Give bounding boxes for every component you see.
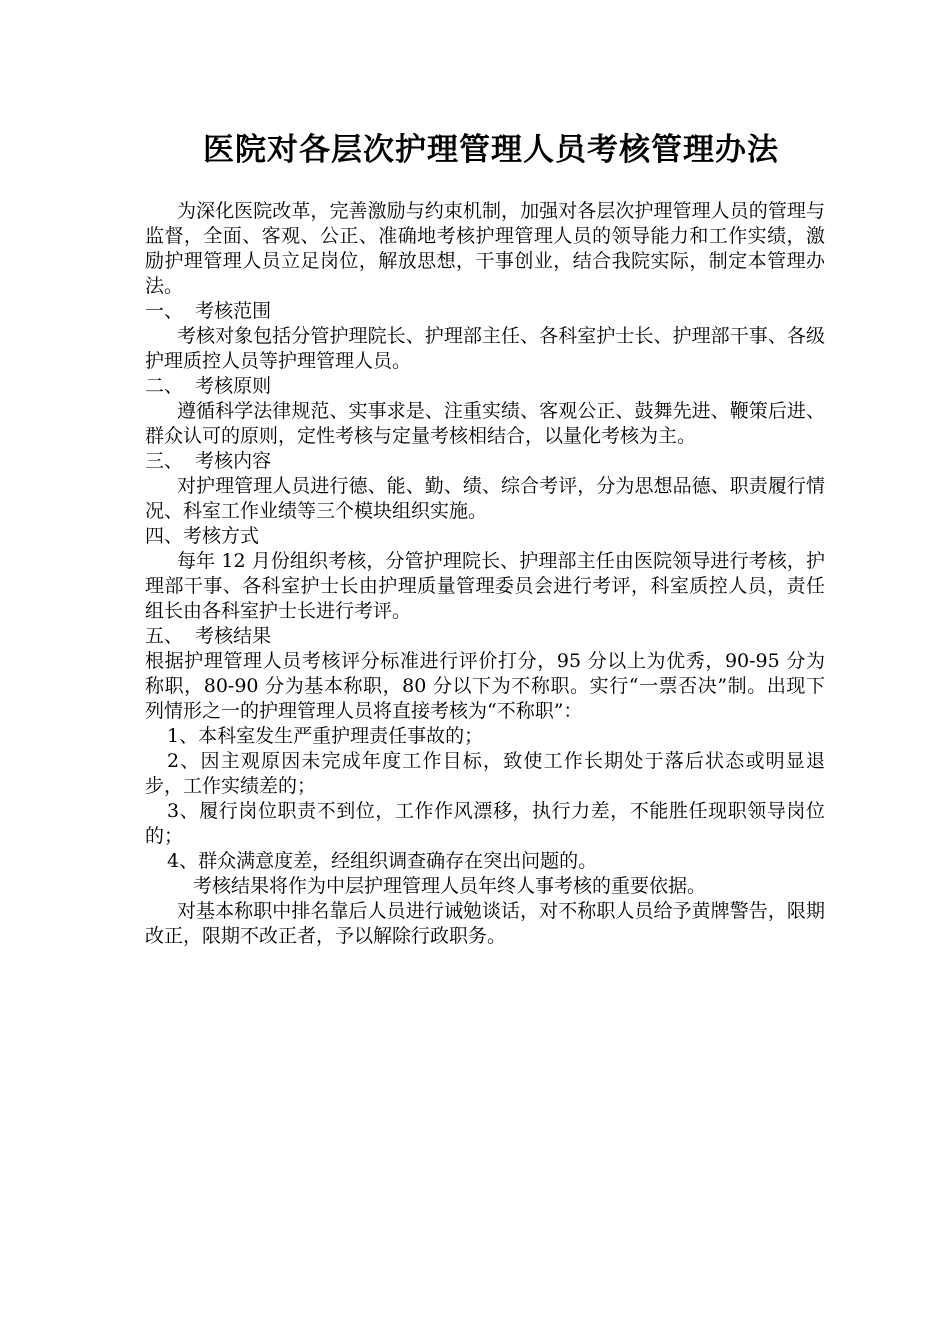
- list-item: 2、因主观原因未完成年度工作目标，致使工作长期处于落后状态或明显退步，工作实绩差的；: [145, 750, 825, 797]
- section-heading-principles: 二、 考核原则: [145, 375, 272, 397]
- intro-paragraph: 为深化医院改革，完善激励与约束机制，加强对各层次护理管理人员的管理与监督，全面、客观、公正、准确地考核护理管理人员的领导能力和工作实绩，激励护理管理人员立足岗位，解放思想，干事创业，结合我院实际，制定本管理办法。: [145, 200, 825, 297]
- list-item: 3、履行岗位职责不到位，工作作风漂移，执行力差，不能胜任现职领导岗位的；: [145, 800, 825, 847]
- closing-paragraph: 考核结果将作为中层护理管理人员年终人事考核的重要依据。: [193, 875, 707, 897]
- closing-paragraph: 对基本称职中排名靠后人员进行诫勉谈话，对不称职人员给予黄牌警告，限期改正，限期不改正者，予以解除行政职务。: [145, 900, 825, 947]
- document-body: [145, 199, 825, 949]
- section-heading-method: 四、考核方式: [145, 525, 260, 547]
- section-body-results: 根据护理管理人员考核评分标准进行评价打分，95 分以上为优秀，90-95 分为称职，80-90 分为基本称职，80 分以下为不称职。实行“一票否决”制。出现下列情形之一的护理管理人员将直接考核为“不称职”：: [145, 650, 825, 722]
- section-heading-scope: 一、 考核范围: [145, 300, 272, 322]
- section-body-method: 每年 12 月份组织考核，分管护理院长、护理部主任由医院领导进行考核，护理部干事、各科室护士长由护理质量管理委员会进行考评，科室质控人员，责任组长由各科室护士长进行考评。: [145, 550, 825, 622]
- list-item: 4、群众满意度差，经组织调查确存在突出问题的。: [167, 850, 598, 872]
- section-heading-results: 五、 考核结果: [145, 625, 272, 647]
- document-title: 医院对各层次护理管理人员考核管理办法: [203, 132, 779, 168]
- list-item: 1、本科室发生严重护理责任事故的；: [167, 725, 484, 747]
- section-body-principles: 遵循科学法律规范、实事求是、注重实绩、客观公正、鼓舞先进、鞭策后进、群众认可的原则，定性考核与定量考核相结合，以量化考核为主。: [145, 400, 825, 447]
- section-heading-content: 三、 考核内容: [145, 450, 272, 472]
- section-body-content: 对护理管理人员进行德、能、勤、绩、综合考评，分为思想品德、职责履行情况、科室工作业绩等三个模块组织实施。: [145, 475, 825, 522]
- section-body-scope: 考核对象包括分管护理院长、护理部主任、各科室护士长、护理部干事、各级护理质控人员等护理管理人员。: [145, 325, 825, 372]
